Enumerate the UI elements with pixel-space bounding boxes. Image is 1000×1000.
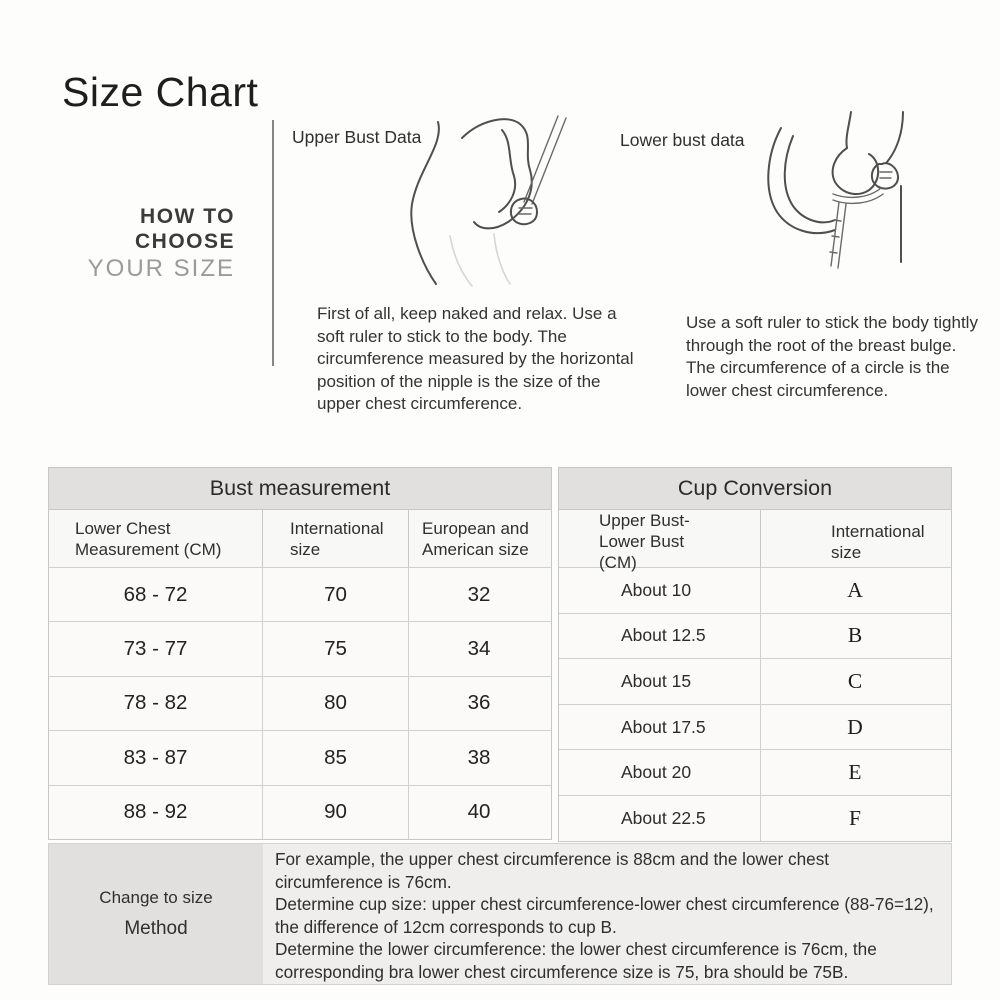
method-label-cell xyxy=(49,844,263,984)
cup-letter-cell: F xyxy=(849,805,861,830)
cup-table-body xyxy=(559,567,951,841)
bust-table-header-row xyxy=(49,509,551,567)
bust-difference-cell: About 12.5 xyxy=(559,614,761,659)
eu-us-size-cell: 38 xyxy=(467,745,491,769)
method-paragraph: Determine cup size: upper chest circumference-lower chest circumference (88-76=12), the difference of 12cm corresponds to cup B. xyxy=(275,894,934,937)
bust-table-body xyxy=(49,567,551,839)
upper-bust-caption: Upper Bust Data xyxy=(292,127,422,147)
table-row xyxy=(559,613,951,659)
how-to-line: HOW TO xyxy=(140,205,235,228)
table-row xyxy=(559,704,951,750)
method-paragraph: For example, the upper chest circumference is 88cm and the lower chest circumference is 76cm. xyxy=(275,849,830,892)
table-row xyxy=(49,676,551,730)
lower-chest-cell: 88 - 92 xyxy=(49,786,263,839)
bust-difference-cell: About 15 xyxy=(559,659,761,704)
lower-bust-illustration xyxy=(733,110,923,290)
cup-conversion-table xyxy=(558,467,952,842)
table-row xyxy=(49,730,551,784)
page-title: Size Chart xyxy=(62,69,259,116)
table-row xyxy=(559,658,951,704)
international-size-cell: 85 xyxy=(263,731,409,784)
cup-letter-cell: A xyxy=(847,577,863,602)
bust-difference-cell: About 20 xyxy=(559,750,761,795)
eu-us-size-cell: 32 xyxy=(467,582,491,606)
international-size-cell: 90 xyxy=(263,786,409,839)
eu-us-size-cell: 40 xyxy=(467,800,491,824)
choose-line: CHOOSE xyxy=(134,230,235,253)
bust-difference-cell: About 10 xyxy=(559,568,761,613)
international-size-cell: 80 xyxy=(263,677,409,730)
lower-bust-caption: Lower bust data xyxy=(620,130,745,150)
vertical-divider xyxy=(272,120,274,366)
bust-measurement-table xyxy=(48,467,552,840)
lower-chest-cell: 83 - 87 xyxy=(49,731,263,784)
eu-us-size-cell: 36 xyxy=(467,691,491,715)
method-text-cell xyxy=(263,844,951,984)
table-row xyxy=(49,621,551,675)
table-row xyxy=(559,795,951,841)
cup-letter-cell: B xyxy=(847,623,863,648)
table-row xyxy=(559,749,951,795)
method-paragraph: Determine the lower circumference: the lower chest circumference is 76cm, the corresponding bra lower chest circumference size is 75, bra should be 75B. xyxy=(275,939,877,982)
lower-chest-cell: 78 - 82 xyxy=(49,677,263,730)
column-header: European and American size xyxy=(422,518,529,559)
method-label-line: Method xyxy=(124,918,188,939)
column-header: Lower Chest Measurement (CM) xyxy=(49,510,263,567)
column-header: International size xyxy=(831,521,925,562)
bust-difference-cell: About 22.5 xyxy=(559,796,761,841)
upper-bust-illustration xyxy=(398,114,613,294)
cup-letter-cell: E xyxy=(848,760,862,785)
eu-us-size-cell: 34 xyxy=(467,637,491,661)
lower-chest-cell: 68 - 72 xyxy=(49,568,263,621)
bust-difference-cell: About 17.5 xyxy=(559,705,761,750)
method-label-line: Change to size xyxy=(99,888,213,907)
your-size-line: YOUR SIZE xyxy=(87,255,235,282)
table-row xyxy=(559,567,951,613)
cup-table-title: Cup Conversion xyxy=(559,468,951,509)
cup-letter-cell: C xyxy=(847,668,863,693)
lower-chest-cell: 73 - 77 xyxy=(49,622,263,675)
cup-letter-cell: D xyxy=(847,714,863,739)
international-size-cell: 75 xyxy=(263,622,409,675)
table-row xyxy=(49,785,551,839)
change-to-size-method-section xyxy=(48,843,952,985)
international-size-cell: 70 xyxy=(263,568,409,621)
how-to-choose-label xyxy=(58,204,235,281)
lower-bust-description: Use a soft ruler to stick the body tightly through the root of the breast bulge. The circumference of a circle is the lower chest circumference. xyxy=(686,313,978,400)
bust-table-title: Bust measurement xyxy=(49,468,551,509)
upper-bust-description: First of all, keep naked and relax. Use a soft ruler to stick to the body. The circumference measured by the horizontal position of the nipple is the size of the upper chest circumference. xyxy=(317,304,634,413)
column-header: Upper Bust-Lower Bust (CM) xyxy=(559,510,761,573)
table-row xyxy=(49,567,551,621)
column-header: International size xyxy=(263,510,409,567)
cup-table-header-row xyxy=(559,509,951,572)
